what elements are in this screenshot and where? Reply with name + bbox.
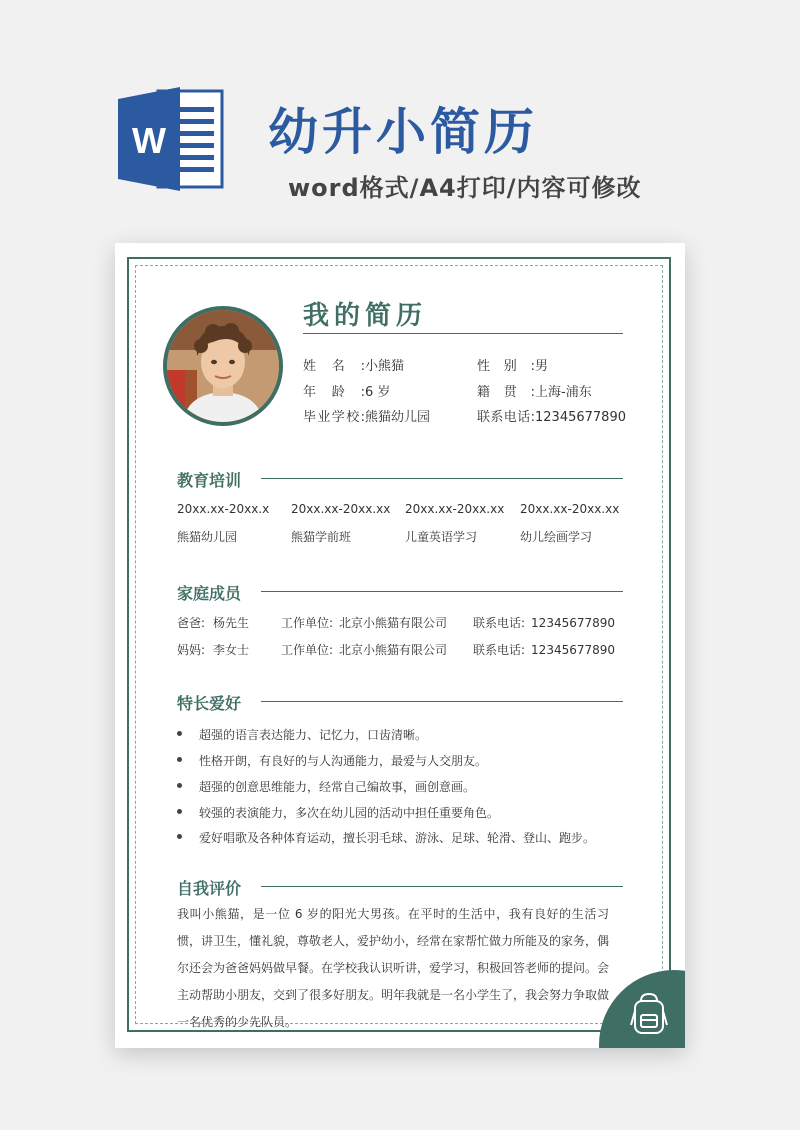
- section-divider: [261, 701, 623, 702]
- education-name: 幼儿绘画学习: [520, 530, 593, 544]
- hobby-item: 超强的创意思维能力，经常自己编故事，画创意画。: [177, 778, 475, 795]
- info-phone: 联系电话:12345677890: [477, 410, 626, 425]
- education-period: 20xx.xx-20xx.xx: [291, 502, 391, 516]
- hobby-item: 较强的表演能力，多次在幼儿园的活动中担任重要角色。: [177, 804, 499, 821]
- resume-title: 我的简历: [303, 301, 428, 331]
- education-name: 熊猫幼儿园: [177, 530, 238, 544]
- self-eval-text: 我叫小熊猫，是一位 6 岁的阳光大男孩。在平时的生活中，我有良好的生活习惯，讲卫生，懂礼貌，尊敬老人，爱护幼小，经常在家帮忙做力所能及的家务，偶尔还会为爸爸妈妈做早餐。在学校我认识听讲，爱学习，积极回答老师的提问。会主动帮助小朋友，交到了很多好朋友。明年我就是一名小学生了，我会努力争取做一名优秀的少先队员。: [177, 907, 610, 1029]
- family-work: 工作单位: 北京小熊猫有限公司: [281, 616, 448, 630]
- resume-sheet: [115, 243, 685, 1048]
- family-member: 妈妈: 李女士: [177, 643, 250, 657]
- info-hometown: 籍贯:上海-浦东: [477, 385, 592, 400]
- family-phone: 联系电话: 12345677890: [473, 616, 616, 630]
- education-name: 熊猫学前班: [291, 530, 352, 544]
- hobby-item: 爱好唱歌及各种体育运动，擅长羽毛球、游泳、足球、轮滑、登山、跑步。: [177, 829, 595, 846]
- info-name: 姓名:小熊猫: [303, 359, 405, 374]
- profile-photo: [163, 306, 283, 426]
- section-title-education: 教育培训: [177, 471, 242, 490]
- banner-subtitle: word格式/A4打印/内容可修改: [288, 174, 642, 202]
- section-divider: [261, 591, 623, 592]
- title-divider: [303, 333, 623, 334]
- family-work: 工作单位: 北京小熊猫有限公司: [281, 643, 448, 657]
- backpack-icon: [627, 991, 671, 1037]
- svg-text:W: W: [132, 120, 166, 161]
- word-document-icon: [118, 85, 228, 193]
- info-school: 毕业学校:熊猫幼儿园: [303, 410, 431, 425]
- hobby-item: 超强的语言表达能力、记忆力，口齿清晰。: [177, 726, 427, 743]
- banner-title: 幼升小简历: [268, 103, 538, 161]
- family-phone: 联系电话: 12345677890: [473, 643, 616, 657]
- section-title-family: 家庭成员: [177, 584, 242, 603]
- section-title-self-eval: 自我评价: [177, 879, 242, 898]
- section-title-hobbies: 特长爱好: [177, 694, 242, 713]
- info-age: 年龄:6 岁: [303, 385, 391, 400]
- info-gender: 性别:男: [477, 359, 549, 374]
- education-period: 20xx.xx-20xx.xx: [405, 502, 505, 516]
- hobby-item: 性格开朗，有良好的与人沟通能力，最爱与人交朋友。: [177, 752, 487, 769]
- education-period: 20xx.xx-20xx.x: [177, 502, 270, 516]
- section-divider: [261, 478, 623, 479]
- section-divider: [261, 886, 623, 887]
- family-member: 爸爸: 杨先生: [177, 616, 250, 630]
- education-period: 20xx.xx-20xx.xx: [520, 502, 620, 516]
- education-name: 儿童英语学习: [405, 530, 478, 544]
